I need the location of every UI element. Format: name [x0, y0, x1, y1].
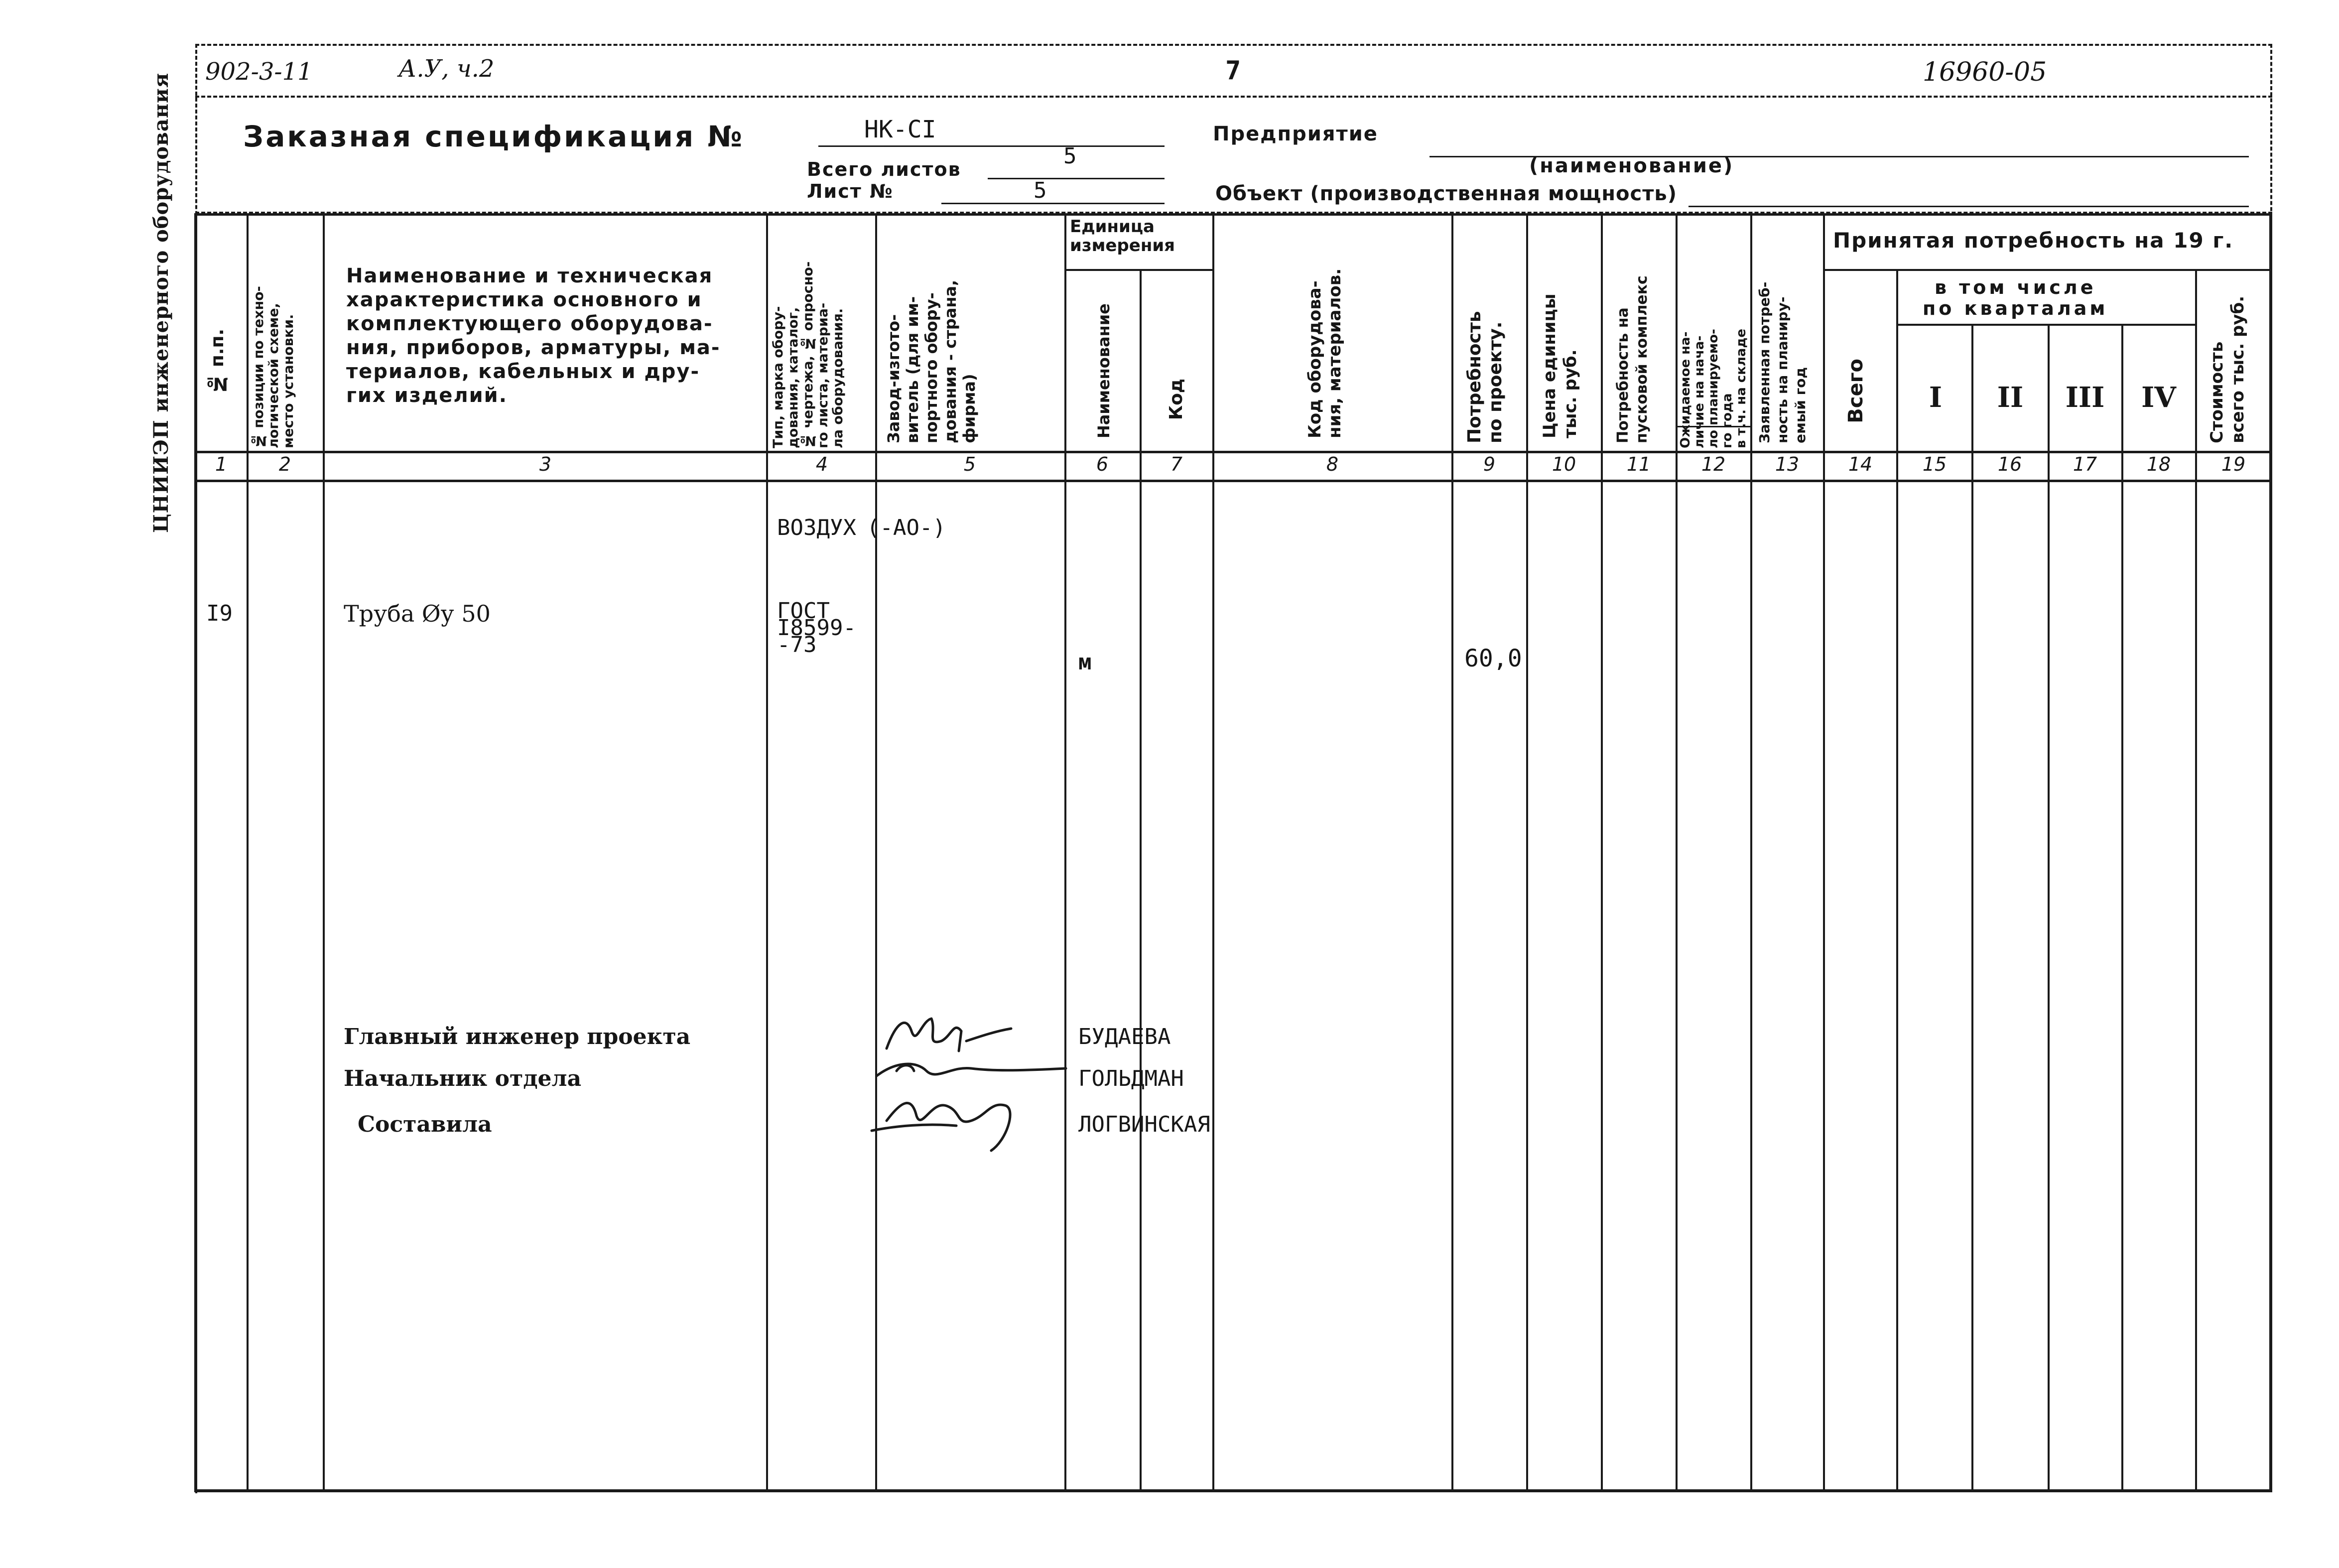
enterprise-label: Предприятие	[1213, 123, 1378, 145]
column-number-14: 14	[1848, 453, 1873, 475]
column-number-13: 13	[1775, 453, 1800, 475]
col-line-15	[1971, 324, 1973, 1492]
header-quarter-1: I	[1929, 381, 1943, 414]
col-line-7	[1212, 213, 1214, 1492]
object-underline	[1689, 206, 2249, 207]
section-code: (-АО-)	[867, 515, 946, 540]
sheet-label: Лист №	[807, 180, 894, 202]
col-line-13	[1823, 213, 1825, 1492]
header-quarters-group: в том числе по кварталам	[1923, 276, 2108, 319]
col-line-9	[1526, 213, 1528, 1492]
spec-number: НК-СI	[864, 116, 936, 143]
header-expected-stock: Ожидаемое на- личие на нача- ло планируемо- го года в т.ч. на складе	[1678, 328, 1749, 448]
signature-role-department-head: Начальник отдела	[344, 1066, 582, 1091]
table-top-border	[195, 213, 2272, 216]
sheet-value: 5	[1034, 178, 1047, 203]
col-line-8	[1451, 213, 1453, 1492]
header-accepted-group: Принятая потребность на 19 г.	[1833, 228, 2234, 253]
header-total: Всего	[1844, 359, 1867, 423]
column-number-16: 16	[1997, 453, 2022, 475]
project-code: 902-3-11	[205, 58, 313, 86]
column-number-7: 7	[1170, 453, 1183, 475]
column-number-9: 9	[1483, 453, 1496, 475]
table-left-border	[194, 213, 197, 1492]
item-quantity: 60,0	[1464, 645, 1522, 672]
signature-name-logvinskaya: ЛОГВИНСКАЯ	[1078, 1112, 1210, 1137]
col-line-1	[247, 213, 249, 1492]
col-line-11	[1676, 213, 1678, 1492]
col-line-6	[1140, 269, 1142, 1492]
header-unit-code: Код	[1166, 379, 1186, 420]
column-number-5: 5	[963, 453, 976, 475]
header-quarter-3: III	[2065, 381, 2105, 414]
signature-role-chief-engineer: Главный инженер проекта	[344, 1024, 691, 1049]
header-type-brand: Тип, марка обору- дования, каталог, № чертежа, № опросно- го листа, материа- ла оборудования.	[771, 261, 846, 448]
spec-number-underline	[818, 145, 1165, 147]
column-numbers-bottom-line	[195, 480, 2272, 482]
item-unit: м	[1078, 650, 1092, 675]
section-label: ВОЗДУХ	[777, 515, 856, 540]
column-number-1: 1	[215, 453, 228, 475]
column-number-6: 6	[1096, 453, 1109, 475]
side-title: ЦНИИЭП инженерного оборудования	[149, 72, 173, 533]
album-label: А.У, ч.2	[398, 55, 495, 83]
col-line-16	[2048, 324, 2050, 1492]
col-line-4	[875, 213, 877, 1492]
header-unit-name: Наименование	[1094, 303, 1113, 438]
unit-group-line	[1064, 269, 1214, 271]
col-line-2	[323, 213, 325, 1492]
header-position: № позиции по техно- логической схеме, место установки.	[251, 286, 296, 448]
signature-name-goldman: ГОЛЬДМАН	[1078, 1066, 1184, 1091]
header-total-cost: Стоимость всего тыс. руб.	[2207, 295, 2248, 443]
item-standard: ГОСТ I8599- -73	[777, 598, 856, 657]
col-line-3	[766, 213, 768, 1492]
accepted-group-line	[1823, 269, 2271, 271]
total-sheets-underline	[988, 178, 1165, 179]
document-number: 16960-05	[1923, 57, 2047, 87]
column-number-15: 15	[1922, 453, 1947, 475]
column-number-11: 11	[1626, 453, 1651, 475]
header-bottom-line	[195, 451, 2272, 453]
header-row-number: № п.п.	[207, 329, 228, 394]
page-number: 7	[1225, 56, 1241, 86]
col-line-18	[2195, 269, 2197, 1492]
header-declared-need: Заявленная потреб- ность на планиру- емый год	[1756, 281, 1809, 443]
total-sheets-value: 5	[1063, 143, 1077, 169]
column-number-12: 12	[1701, 453, 1726, 475]
row-number: I9	[206, 601, 233, 626]
item-name: Труба Øу 50	[344, 600, 491, 627]
handwritten-signatures	[867, 1001, 1076, 1166]
total-sheets-label: Всего листов	[807, 158, 961, 180]
header-quarter-4: IV	[2141, 381, 2176, 414]
table-bottom-border	[195, 1489, 2272, 1492]
col-line-12	[1750, 213, 1752, 1492]
col-line-14	[1896, 269, 1898, 1492]
sheet-number-underline	[941, 203, 1165, 204]
column-number-8: 8	[1326, 453, 1339, 475]
header-unit-price: Цена единицы тыс. руб.	[1540, 293, 1580, 438]
column-number-17: 17	[2073, 453, 2097, 475]
column-number-4: 4	[815, 453, 828, 475]
header-project-need: Потребность по проекту.	[1464, 311, 1506, 443]
column-number-19: 19	[2221, 453, 2246, 475]
col-line-17	[2121, 324, 2123, 1492]
signature-name-budaeva: БУДАЕВА	[1078, 1024, 1171, 1049]
header-name-characteristics: Наименование и техническая характеристика основного и комплектующего оборудова- ния, приборов, арматуры, ма- териалов, кабельных и дру- гих изделий.	[346, 264, 721, 407]
spec-title: Заказная спецификация №	[243, 120, 745, 153]
table-right-border	[2269, 213, 2272, 1492]
column-number-18: 18	[2146, 453, 2171, 475]
name-label: (наименование)	[1529, 154, 1734, 177]
frame-top-border	[195, 44, 2272, 46]
header-quarter-2: II	[1997, 381, 2024, 414]
column-number-2: 2	[278, 453, 291, 475]
header-startup-need: Потребность на пусковой комплекс	[1614, 275, 1651, 443]
object-label: Объект (производственная мощность)	[1215, 182, 1677, 205]
signature-role-compiler: Составила	[358, 1112, 492, 1137]
header-manufacturer: Завод-изгото- витель (для им- портного обору- дования - страна, фирма)	[884, 279, 979, 443]
top-bar-divider	[195, 96, 2272, 98]
column-number-10: 10	[1552, 453, 1576, 475]
column-number-3: 3	[539, 453, 552, 475]
col-line-10	[1601, 213, 1603, 1492]
header-unit-group: Единица измерения	[1070, 217, 1175, 256]
header-equipment-code: Код оборудова- ния, материалов.	[1305, 268, 1345, 438]
quarters-group-line	[1896, 324, 2195, 326]
col-line-5	[1064, 213, 1066, 1492]
frame-right-border-top	[2270, 44, 2272, 223]
